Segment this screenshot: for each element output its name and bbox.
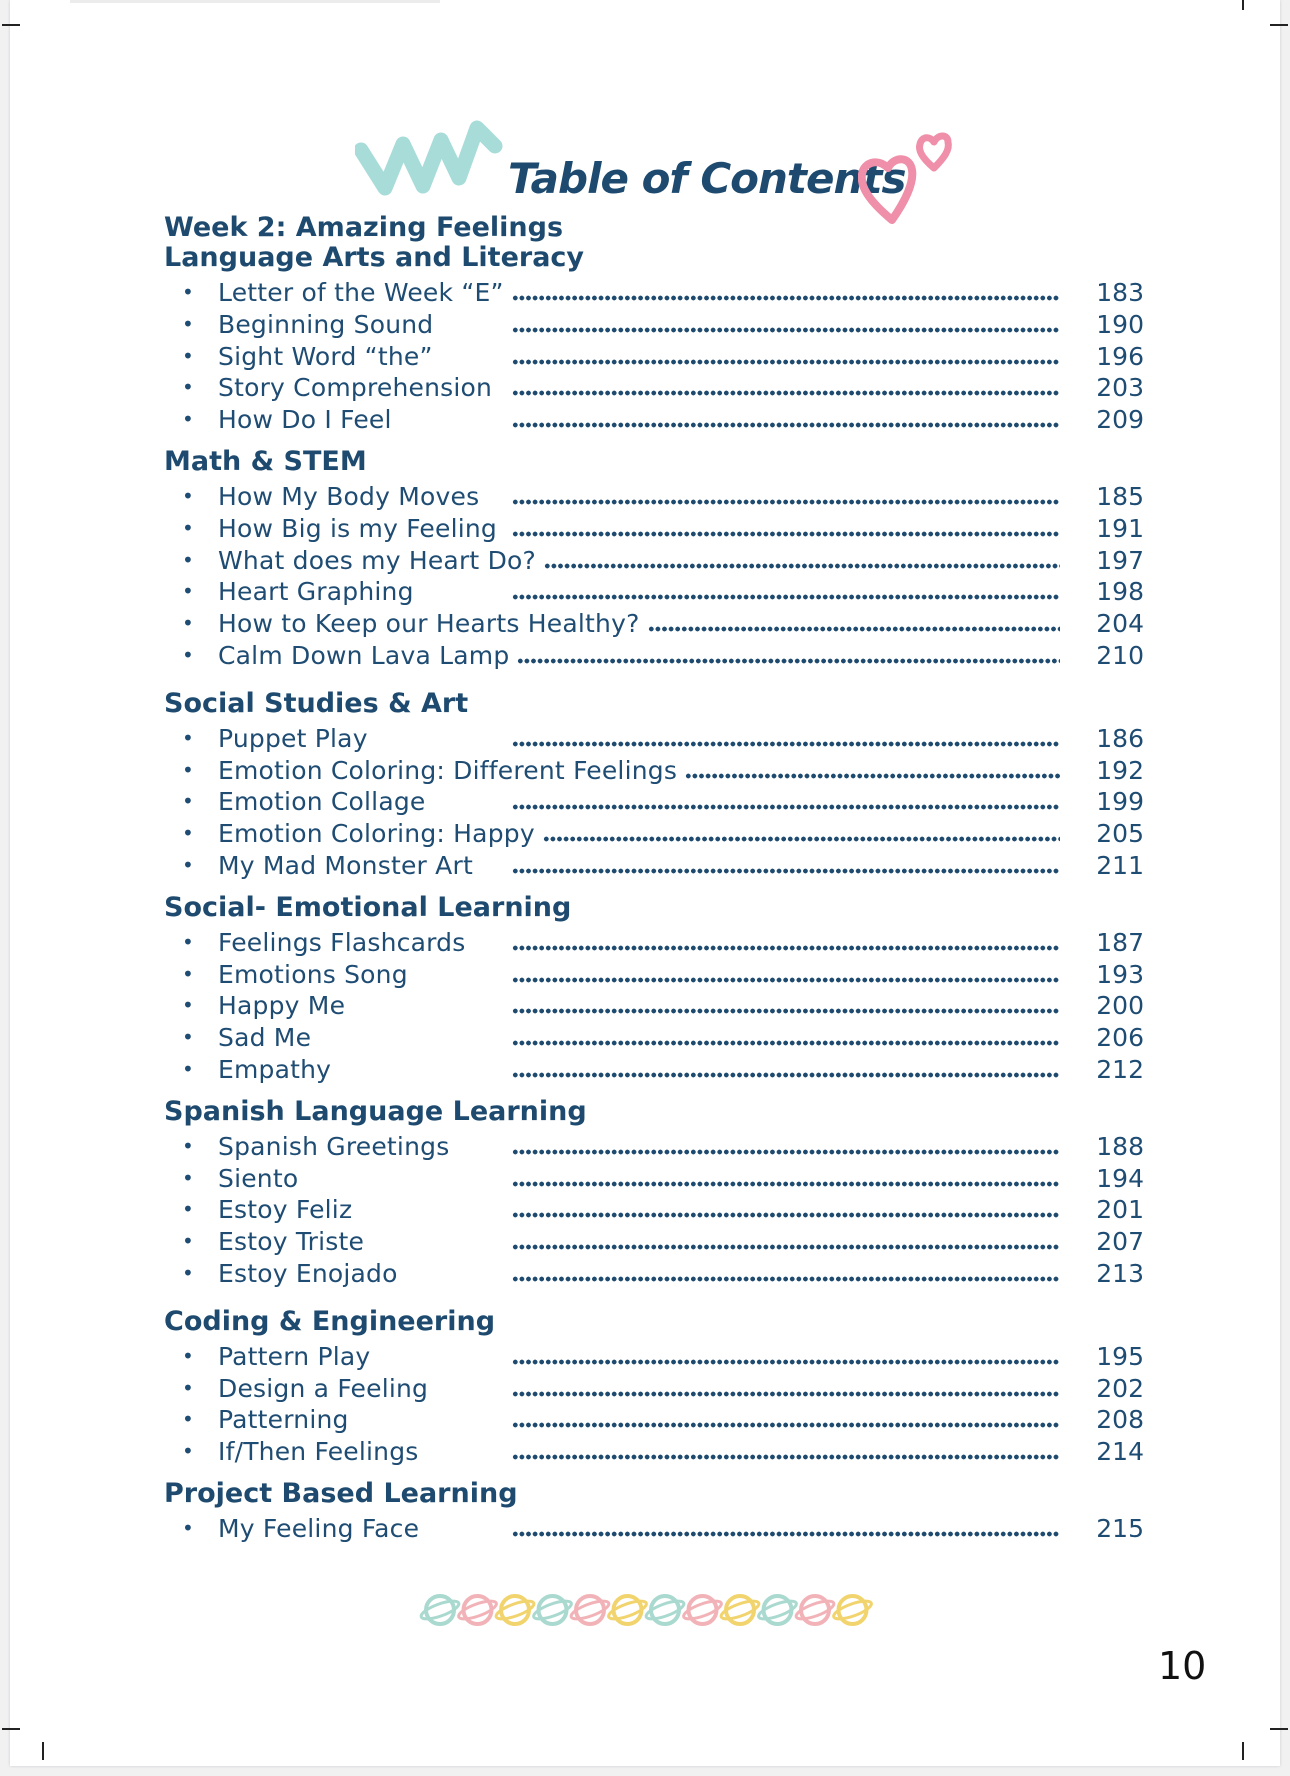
toc-item-page: 197 xyxy=(1096,545,1144,575)
toc-item-page: 201 xyxy=(1096,1195,1144,1225)
bullet-icon: • xyxy=(182,821,194,846)
toc-item-page: 194 xyxy=(1096,1163,1144,1193)
toc-item[interactable] xyxy=(164,1258,1164,1290)
toc-item[interactable] xyxy=(164,1404,1164,1436)
toc-item-page: 195 xyxy=(1096,1341,1144,1371)
toc-item-label: How to Keep our Hearts Healthy? xyxy=(218,609,640,639)
crop-mark-bottom-right-v xyxy=(1242,1742,1244,1760)
toc-item[interactable] xyxy=(164,372,1164,404)
planet-row-doodle-icon xyxy=(418,1586,888,1634)
toc-item-page: 212 xyxy=(1096,1054,1144,1084)
bullet-icon: • xyxy=(182,725,194,750)
toc-item-label: If/Then Feelings xyxy=(218,1437,419,1467)
planet-doodle xyxy=(457,1596,499,1624)
section-title: Math & STEM xyxy=(164,445,367,477)
toc-item[interactable] xyxy=(164,850,1164,882)
planet-doodle xyxy=(419,1596,461,1624)
toc-item-page: 199 xyxy=(1096,787,1144,817)
toc-item-page: 185 xyxy=(1096,481,1144,511)
toc-item[interactable] xyxy=(164,1163,1164,1195)
bullet-icon: • xyxy=(182,1260,194,1285)
toc-item-label: Feelings Flashcards xyxy=(218,927,466,957)
toc-item-page: 187 xyxy=(1096,927,1144,957)
toc-item[interactable] xyxy=(164,1513,1164,1545)
planet-doodle xyxy=(607,1596,649,1624)
dot-leader xyxy=(512,1391,1060,1397)
toc-item-label: Sight Word “the” xyxy=(218,341,433,371)
dot-leader xyxy=(512,1359,1060,1365)
toc-item-page: 210 xyxy=(1096,640,1144,670)
toc-item[interactable] xyxy=(164,723,1164,755)
toc-section xyxy=(164,892,1164,1086)
toc-item-page: 191 xyxy=(1096,513,1144,543)
bullet-icon: • xyxy=(182,1197,194,1222)
toc-item-page: 193 xyxy=(1096,959,1144,989)
bullet-icon: • xyxy=(182,1439,194,1464)
toc-section xyxy=(164,1478,1164,1545)
toc-item[interactable] xyxy=(164,755,1164,787)
toc-item[interactable] xyxy=(164,513,1164,545)
toc-section xyxy=(164,1096,1164,1290)
toc-item-label: Heart Graphing xyxy=(218,577,414,607)
toc-item-label: Spanish Greetings xyxy=(218,1131,450,1161)
toc-item-page: 200 xyxy=(1096,991,1144,1021)
week-heading: Week 2: Amazing Feelings xyxy=(164,212,564,243)
dot-leader xyxy=(512,1008,1060,1014)
bullet-icon: • xyxy=(182,789,194,814)
bullet-icon: • xyxy=(182,1229,194,1254)
toc-item-label: Sad Me xyxy=(218,1023,312,1053)
title-row xyxy=(10,148,1280,218)
toc-item-page: 198 xyxy=(1096,577,1144,607)
toc-item-label: Puppet Play xyxy=(218,723,368,753)
toc-item-list xyxy=(164,277,1164,436)
toc-item-label: Estoy Enojado xyxy=(218,1258,398,1288)
bullet-icon: • xyxy=(182,375,194,400)
toc-item[interactable] xyxy=(164,404,1164,436)
bullet-icon: • xyxy=(182,611,194,636)
toc-item-page: 215 xyxy=(1096,1513,1144,1543)
dot-leader xyxy=(512,1244,1060,1250)
toc-item-page: 190 xyxy=(1096,309,1144,339)
section-title: Language Arts and Literacy xyxy=(164,242,585,273)
toc-item-label: Beginning Sound xyxy=(218,309,434,339)
toc-item[interactable] xyxy=(164,640,1164,672)
toc-item[interactable] xyxy=(164,576,1164,608)
toc-item-page: 183 xyxy=(1096,278,1144,307)
dot-leader xyxy=(517,658,1060,664)
toc-item[interactable] xyxy=(164,1194,1164,1226)
toc-item-label: Story Comprehension xyxy=(218,373,493,403)
dot-leader xyxy=(512,327,1060,333)
toc-item-label: How Big is my Feeling xyxy=(218,513,497,543)
toc-item[interactable] xyxy=(164,959,1164,991)
toc-item[interactable] xyxy=(164,927,1164,959)
bullet-icon: • xyxy=(182,852,194,877)
toc-section xyxy=(164,1306,1164,1468)
toc-item[interactable] xyxy=(164,341,1164,373)
toc-item[interactable] xyxy=(164,990,1164,1022)
toc-item-list xyxy=(164,927,1164,1086)
planet-doodle xyxy=(494,1596,536,1624)
section-title: Social Studies & Art xyxy=(164,687,469,719)
crop-mark-top-right-v xyxy=(1242,0,1244,10)
toc-item-label: What does my Heart Do? xyxy=(218,545,536,575)
toc-item[interactable] xyxy=(164,277,1164,309)
dot-leader xyxy=(512,1531,1060,1537)
toc-item-label: How Do I Feel xyxy=(218,405,392,435)
dot-leader xyxy=(512,422,1060,428)
toc-item-list xyxy=(164,481,1164,672)
toc-item[interactable] xyxy=(164,818,1164,850)
toc-item[interactable] xyxy=(164,1373,1164,1405)
toc-item-label: Emotion Collage xyxy=(218,787,426,817)
crop-mark-top-right xyxy=(1270,24,1288,26)
toc-item-label: Calm Down Lava Lamp xyxy=(218,640,510,670)
bullet-icon: • xyxy=(182,407,194,432)
planet-doodle xyxy=(719,1596,761,1624)
toc-item-page: 209 xyxy=(1096,405,1144,435)
bullet-icon: • xyxy=(182,929,194,954)
bullet-icon: • xyxy=(182,1165,194,1190)
toc-item-label: Estoy Triste xyxy=(218,1227,365,1257)
bullet-icon: • xyxy=(182,1515,194,1540)
bullet-icon: • xyxy=(182,757,194,782)
toc-item-page: 203 xyxy=(1096,373,1144,403)
toc-item[interactable] xyxy=(164,1226,1164,1258)
toc-item-page: 204 xyxy=(1096,609,1144,639)
toc-item-label: My Feeling Face xyxy=(218,1513,420,1543)
table-of-contents xyxy=(164,212,1164,1545)
toc-item-page: 202 xyxy=(1096,1373,1144,1403)
bullet-icon: • xyxy=(182,483,194,508)
dot-leader xyxy=(512,1212,1060,1218)
toc-item-page: 196 xyxy=(1096,341,1144,371)
dot-leader xyxy=(512,499,1060,505)
dot-leader xyxy=(685,773,1060,779)
bullet-icon: • xyxy=(182,1343,194,1368)
toc-item[interactable] xyxy=(164,481,1164,513)
dot-leader xyxy=(512,977,1060,983)
bullet-icon: • xyxy=(182,642,194,667)
dot-leader xyxy=(512,945,1060,951)
dot-leader xyxy=(512,1040,1060,1046)
planet-doodle xyxy=(569,1596,611,1624)
bullet-icon: • xyxy=(182,515,194,540)
planet-doodle xyxy=(832,1596,874,1624)
planet-doodle xyxy=(532,1596,574,1624)
toc-item-list xyxy=(164,1341,1164,1468)
toc-item[interactable] xyxy=(164,1341,1164,1373)
toc-section xyxy=(164,688,1164,882)
planet-doodle xyxy=(682,1596,724,1624)
toc-section xyxy=(164,446,1164,672)
toc-item-label: Pattern Play xyxy=(218,1341,371,1371)
bullet-icon: • xyxy=(182,343,194,368)
planet-doodle xyxy=(757,1596,799,1624)
toc-section xyxy=(164,242,1164,436)
toc-item-label: Emotion Coloring: Happy xyxy=(218,819,535,849)
toc-item-list xyxy=(164,723,1164,882)
toc-item[interactable] xyxy=(164,1054,1164,1086)
toc-item-list xyxy=(164,1131,1164,1290)
bullet-icon: • xyxy=(182,1407,194,1432)
dot-leader xyxy=(543,836,1060,842)
dot-leader xyxy=(512,1276,1060,1282)
bullet-icon: • xyxy=(182,579,194,604)
dot-leader xyxy=(512,1072,1060,1078)
top-strip xyxy=(70,0,440,3)
dot-leader xyxy=(512,531,1060,537)
crop-mark-bottom-left xyxy=(2,1728,20,1730)
bullet-icon: • xyxy=(182,961,194,986)
toc-item-page: 207 xyxy=(1096,1227,1144,1257)
toc-item[interactable] xyxy=(164,1022,1164,1054)
toc-item-label: Siento xyxy=(218,1163,299,1193)
toc-item-list xyxy=(164,1513,1164,1545)
bullet-icon: • xyxy=(182,1056,194,1081)
planet-doodle xyxy=(644,1596,686,1624)
toc-item-label: Empathy xyxy=(218,1054,332,1084)
dot-leader xyxy=(512,390,1060,396)
toc-item[interactable] xyxy=(164,608,1164,640)
dot-leader xyxy=(512,1181,1060,1187)
dot-leader xyxy=(512,359,1060,365)
page-title: Table of Contents xyxy=(508,154,906,203)
section-title: Spanish Language Learning xyxy=(164,1095,587,1127)
section-title: Coding & Engineering xyxy=(164,1305,496,1337)
toc-item-label: Letter of the Week “E” xyxy=(218,278,504,307)
bullet-icon: • xyxy=(182,993,194,1018)
dot-leader xyxy=(512,1454,1060,1460)
toc-item-label: Estoy Feliz xyxy=(218,1195,353,1225)
bullet-icon: • xyxy=(182,1133,194,1158)
section-title: Project Based Learning xyxy=(164,1477,518,1509)
planet-doodle xyxy=(794,1596,836,1624)
crop-mark-bottom-right xyxy=(1270,1728,1288,1730)
bullet-icon: • xyxy=(182,1375,194,1400)
toc-item[interactable] xyxy=(164,786,1164,818)
toc-item-page: 188 xyxy=(1096,1131,1144,1161)
toc-item[interactable] xyxy=(164,545,1164,577)
toc-item-page: 214 xyxy=(1096,1437,1144,1467)
bullet-icon: • xyxy=(182,547,194,572)
bullet-icon: • xyxy=(182,1025,194,1050)
section-title: Social- Emotional Learning xyxy=(164,891,572,923)
toc-item-label: Patterning xyxy=(218,1405,349,1435)
toc-item-label: Design a Feeling xyxy=(218,1373,429,1403)
toc-item-page: 206 xyxy=(1096,1023,1144,1053)
toc-item-page: 192 xyxy=(1096,755,1144,785)
dot-leader xyxy=(544,563,1060,569)
toc-item-label: Emotions Song xyxy=(218,959,408,989)
crop-mark-top-left xyxy=(2,24,20,26)
document-page xyxy=(10,0,1280,1766)
toc-item-page: 208 xyxy=(1096,1405,1144,1435)
dot-leader xyxy=(648,626,1060,632)
dot-leader xyxy=(512,1422,1060,1428)
page-number: 10 xyxy=(1158,1644,1207,1688)
toc-item-label: Happy Me xyxy=(218,991,346,1021)
toc-item[interactable] xyxy=(164,1436,1164,1468)
toc-item-label: My Mad Monster Art xyxy=(218,850,473,880)
dot-leader xyxy=(512,741,1060,747)
toc-item-page: 213 xyxy=(1096,1258,1144,1288)
bullet-icon: • xyxy=(182,311,194,336)
toc-item-page: 211 xyxy=(1096,850,1144,880)
dot-leader xyxy=(512,594,1060,600)
dot-leader xyxy=(512,295,1060,301)
dot-leader xyxy=(512,804,1060,810)
dot-leader xyxy=(512,868,1060,874)
toc-item-page: 205 xyxy=(1096,819,1144,849)
crop-mark-bottom-left-v xyxy=(42,1742,44,1760)
dot-leader xyxy=(512,1149,1060,1155)
sections-container xyxy=(164,242,1164,1545)
bullet-icon: • xyxy=(182,280,194,304)
toc-item-label: How My Body Moves xyxy=(218,481,480,511)
toc-item[interactable] xyxy=(164,309,1164,341)
toc-item-label: Emotion Coloring: Different Feelings xyxy=(218,755,678,785)
toc-item-page: 186 xyxy=(1096,723,1144,753)
toc-item[interactable] xyxy=(164,1131,1164,1163)
